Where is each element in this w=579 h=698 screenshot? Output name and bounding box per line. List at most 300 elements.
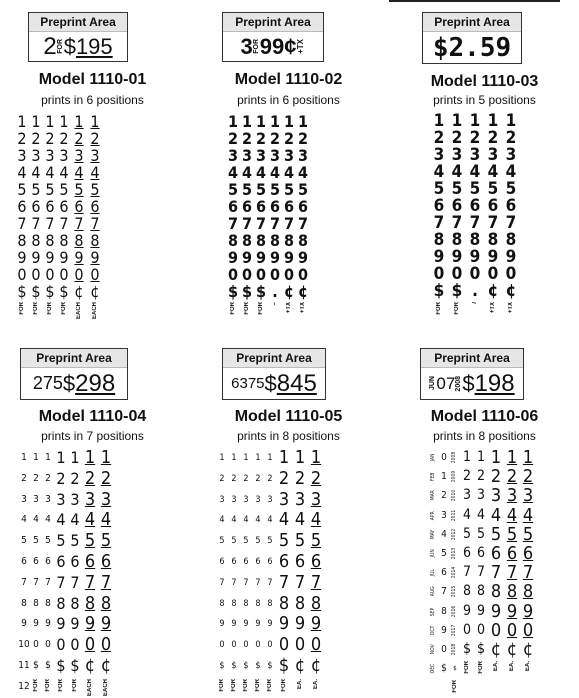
- band-character: 1: [522, 447, 534, 468]
- band-character: 3: [31, 146, 41, 165]
- preprint-area-label: Preprint Area: [223, 13, 323, 32]
- model-card-1110-05: [196, 345, 381, 692]
- print-bands: [430, 113, 520, 315]
- band-character: 5: [255, 536, 261, 547]
- band-character: 5: [84, 530, 96, 552]
- band-character: ¢: [522, 638, 534, 660]
- band-character: 1: [278, 447, 290, 468]
- band-character: 4: [522, 504, 534, 526]
- band-character: 7: [227, 214, 238, 233]
- band-character: 2: [441, 490, 447, 502]
- band-character: 2012: [451, 528, 458, 541]
- band-character: 7: [219, 577, 225, 588]
- band-character: 4: [310, 509, 322, 531]
- band-character: 7: [70, 572, 80, 592]
- band-character: 6: [84, 550, 96, 572]
- band-character: 9: [476, 602, 485, 619]
- band-character: 9: [33, 618, 39, 630]
- band-character: 9: [310, 613, 322, 635]
- band-character: 3: [476, 487, 485, 504]
- band-character: 6: [451, 196, 463, 216]
- band-character: 9: [243, 619, 249, 630]
- print-bands: [430, 448, 536, 693]
- model-card-1110-06: [392, 345, 577, 693]
- model-positions: prints in 5 positions: [433, 93, 536, 107]
- band-character: 6: [433, 196, 445, 216]
- band-character: 9: [469, 247, 481, 267]
- band-character: 1: [267, 453, 273, 463]
- band-character: 0: [255, 640, 261, 651]
- print-band-column: [68, 448, 82, 698]
- preprint-area-box: [28, 12, 128, 62]
- band-character: 0: [17, 265, 27, 284]
- band-character: 4: [469, 162, 481, 182]
- band-character: $: [451, 281, 463, 301]
- band-character: 1: [74, 112, 84, 131]
- band-character: 0: [476, 621, 485, 638]
- print-band-column: [308, 448, 324, 691]
- model-title: Model 1110-01: [38, 71, 147, 88]
- band-character: 1: [227, 112, 238, 131]
- band-character: 4: [241, 163, 252, 182]
- band-character: 4: [56, 510, 66, 530]
- band-character: 3: [451, 145, 463, 165]
- print-band-column: [18, 448, 30, 698]
- band-character: 8: [241, 231, 252, 250]
- band-label: EA.: [313, 678, 319, 689]
- band-character: 5: [90, 180, 100, 199]
- band-character: 3: [21, 493, 27, 505]
- band-character: 5: [59, 180, 69, 199]
- band-character: 8: [487, 230, 499, 250]
- band-character: $: [433, 281, 445, 301]
- band-character: 2: [462, 468, 471, 485]
- band-character: 4: [33, 514, 39, 526]
- band-character: 8: [441, 605, 447, 617]
- model-card-1110-04: [0, 345, 185, 696]
- band-character: 9: [227, 248, 238, 267]
- band-character: 0: [70, 635, 80, 655]
- preprint-area-label: Preprint Area: [421, 349, 523, 368]
- band-character: 3: [297, 146, 308, 165]
- band-character: 2: [506, 466, 518, 488]
- band-character: 3: [74, 146, 84, 165]
- band-character: 7: [17, 214, 27, 233]
- band-character: 2: [21, 472, 27, 484]
- band-character: 6: [267, 556, 273, 567]
- band-character: 3: [278, 488, 290, 510]
- band-character: 7: [505, 213, 517, 233]
- band-character: 6: [227, 197, 238, 216]
- band-character: 7: [243, 577, 249, 588]
- print-band-column: [282, 113, 296, 315]
- band-character: 7: [490, 562, 502, 584]
- band-character: 9: [45, 618, 51, 630]
- band-character: 1: [243, 453, 249, 463]
- band-character: 2: [74, 129, 84, 148]
- band-character: 4: [255, 163, 266, 182]
- band-character: 2: [231, 473, 237, 484]
- band-character: 9: [283, 248, 294, 267]
- band-character: .: [272, 282, 278, 301]
- band-character: 2: [70, 468, 80, 488]
- band-character: 1: [45, 452, 51, 463]
- band-character: 8: [267, 598, 273, 609]
- band-character: $: [70, 655, 80, 675]
- band-character: 0: [59, 265, 69, 284]
- band-character: 3: [100, 488, 112, 510]
- band-character: 8: [17, 231, 27, 250]
- band-character: 6: [31, 197, 41, 216]
- band-character: JUN: [430, 549, 437, 558]
- preprint-sample: JUN 07 2008 $ 198: [429, 369, 515, 397]
- band-character: 9: [59, 248, 69, 267]
- band-character: 2: [487, 128, 499, 148]
- band-character: 4: [267, 515, 273, 526]
- band-character: 2: [283, 129, 294, 148]
- band-character: 5: [74, 180, 84, 199]
- band-character: 0: [490, 619, 502, 641]
- band-character: 4: [441, 528, 447, 540]
- band-character: 4: [433, 162, 445, 182]
- band-character: 5: [231, 536, 237, 547]
- band-character: 4: [45, 514, 51, 526]
- band-character: 9: [90, 248, 100, 267]
- band-character: 4: [219, 515, 225, 526]
- band-character: 8: [255, 598, 261, 609]
- band-character: 6: [17, 197, 27, 216]
- band-label: FOR: [58, 678, 64, 692]
- band-character: 2010: [451, 490, 458, 502]
- band-character: 4: [487, 162, 499, 182]
- band-character: 6: [231, 556, 237, 567]
- band-character: 0: [227, 265, 238, 284]
- preprint-area-label: Preprint Area: [223, 349, 325, 368]
- band-character: 8: [469, 230, 481, 250]
- band-character: 0: [283, 265, 294, 284]
- band-character: $: [453, 665, 457, 673]
- band-character: 7: [462, 564, 471, 581]
- band-label: +TX: [286, 302, 292, 314]
- band-character: 4: [84, 509, 96, 531]
- band-character: 3: [310, 488, 322, 510]
- band-label: FOR: [61, 302, 67, 315]
- band-character: $: [59, 282, 69, 301]
- band-character: 3: [283, 146, 294, 165]
- band-label: EA.: [525, 661, 531, 672]
- band-character: 3: [469, 145, 481, 165]
- band-character: 6: [441, 567, 447, 579]
- band-character: 2: [100, 467, 112, 489]
- band-character: $: [227, 282, 238, 301]
- band-character: 5: [70, 531, 80, 551]
- print-band-column: [264, 448, 276, 691]
- band-character: 6: [70, 551, 80, 571]
- band-character: 1: [84, 447, 96, 468]
- band-character: 9: [21, 618, 27, 630]
- print-band-column: [30, 448, 42, 698]
- band-character: 3: [45, 146, 55, 165]
- band-label: FOR: [45, 678, 51, 692]
- print-bands: [216, 448, 324, 691]
- band-character: 8: [231, 598, 237, 609]
- band-character: 8: [476, 583, 485, 600]
- band-character: 2: [469, 128, 481, 148]
- band-character: 8: [522, 581, 534, 603]
- band-character: 2017: [451, 624, 458, 637]
- print-band-column: [296, 113, 310, 315]
- band-character: 6: [462, 544, 471, 561]
- band-character: 3: [243, 494, 249, 505]
- band-character: 2: [33, 472, 39, 484]
- band-character: 0: [219, 640, 225, 651]
- band-character: 6: [490, 542, 502, 564]
- band-character: 0: [90, 265, 100, 284]
- band-character: 7: [469, 213, 481, 233]
- band-character: 4: [269, 163, 280, 182]
- band-character: 6: [506, 542, 518, 564]
- band-character: ¢: [294, 654, 306, 676]
- band-character: 2: [297, 129, 308, 148]
- band-character: 5: [100, 530, 112, 552]
- band-character: 0: [469, 264, 481, 284]
- band-character: 1: [33, 452, 39, 463]
- band-character: 6: [487, 196, 499, 216]
- band-character: 9: [278, 613, 290, 635]
- band-character: 1: [476, 449, 485, 465]
- band-character: 4: [74, 163, 84, 182]
- band-character: 0: [84, 634, 96, 656]
- band-character: 1: [441, 471, 447, 483]
- band-character: 6: [74, 197, 84, 216]
- band-label: EACH: [92, 302, 98, 320]
- band-character: $: [441, 663, 447, 675]
- band-character: 7: [74, 214, 84, 233]
- band-character: 0: [487, 264, 499, 284]
- band-character: 8: [505, 230, 517, 250]
- band-character: 5: [294, 530, 306, 552]
- band-character: 9: [74, 248, 84, 267]
- band-character: 7: [294, 571, 306, 593]
- band-character: 7: [506, 562, 518, 584]
- band-character: 3: [441, 509, 447, 521]
- print-band-column: [82, 448, 98, 698]
- preprint-area-label: Preprint Area: [29, 13, 127, 32]
- band-character: 0: [505, 264, 517, 284]
- band-character: 2: [17, 129, 27, 148]
- band-character: 7: [278, 571, 290, 593]
- print-band-column: [502, 113, 520, 315]
- band-character: 8: [21, 597, 27, 609]
- band-character: 0: [462, 621, 471, 638]
- band-character: $: [241, 282, 252, 301]
- model-title: Model 1110-02: [234, 71, 343, 88]
- band-character: 3: [294, 488, 306, 510]
- print-band-column: [15, 113, 29, 319]
- band-character: 8: [227, 231, 238, 250]
- print-band-column: [474, 448, 488, 693]
- band-character: 6: [278, 550, 290, 572]
- band-character: 6: [283, 197, 294, 216]
- print-band-column: [98, 448, 114, 698]
- band-character: 4: [17, 163, 27, 182]
- print-band-column: [57, 113, 71, 319]
- print-band-column: [240, 113, 254, 315]
- band-character: $: [31, 282, 41, 301]
- print-band-column: [216, 448, 228, 691]
- band-character: $: [462, 640, 471, 657]
- band-character: 9: [269, 248, 280, 267]
- band-character: 8: [219, 598, 225, 609]
- band-character: 0: [231, 640, 237, 651]
- band-character: 5: [21, 535, 27, 547]
- band-character: 8: [278, 592, 290, 614]
- band-character: 1: [294, 447, 306, 468]
- band-character: 2: [243, 473, 249, 484]
- band-character: 8: [56, 593, 66, 613]
- band-character: 9: [45, 248, 55, 267]
- band-character: 5: [227, 180, 238, 199]
- band-character: 5: [469, 179, 481, 199]
- band-character: 2: [241, 129, 252, 148]
- band-label: FOR: [33, 302, 39, 315]
- band-character: 7: [90, 214, 100, 233]
- preprint-area-label: Preprint Area: [423, 13, 521, 32]
- band-character: 9: [522, 600, 534, 622]
- band-character: 0: [294, 634, 306, 656]
- band-character: 1: [255, 112, 266, 131]
- band-character: 8: [70, 593, 80, 613]
- band-character: 5: [241, 180, 252, 199]
- band-character: 0: [522, 619, 534, 641]
- band-character: 0: [451, 264, 463, 284]
- band-character: 0: [269, 265, 280, 284]
- band-label: FOR: [230, 302, 236, 315]
- band-character: 4: [21, 514, 27, 526]
- band-character: 12: [18, 680, 30, 692]
- band-character: ¢: [487, 281, 499, 301]
- band-character: 2: [84, 467, 96, 489]
- band-character: 9: [462, 602, 471, 619]
- band-character: 1: [283, 112, 294, 131]
- band-character: 4: [90, 163, 100, 182]
- band-character: 8: [33, 597, 39, 609]
- band-character: 6: [241, 197, 252, 216]
- band-character: 3: [269, 146, 280, 165]
- band-character: 7: [476, 564, 485, 581]
- band-character: ¢: [90, 282, 100, 301]
- band-character: 4: [283, 163, 294, 182]
- band-character: 1: [56, 448, 66, 467]
- band-character: 7: [241, 214, 252, 233]
- band-character: 7: [31, 214, 41, 233]
- band-character: 7: [297, 214, 308, 233]
- band-character: 2008: [451, 451, 458, 464]
- band-character: 8: [31, 231, 41, 250]
- band-character: 2013: [451, 547, 458, 560]
- print-band-column: [87, 113, 103, 319]
- band-character: 4: [462, 506, 471, 523]
- band-character: 1: [59, 112, 69, 131]
- model-card-1110-02: [196, 0, 381, 330]
- print-band-column: [71, 113, 87, 319]
- band-character: 7: [310, 571, 322, 593]
- band-character: 1: [255, 453, 261, 463]
- preprint-area-box: [222, 12, 324, 62]
- band-label: FOR: [454, 302, 460, 315]
- band-character: 5: [487, 179, 499, 199]
- band-character: 6: [56, 551, 66, 571]
- print-band-column: [54, 448, 68, 698]
- band-label: FOR: [478, 661, 484, 674]
- band-character: AUG: [430, 586, 437, 597]
- band-character: 5: [297, 180, 308, 199]
- band-character: 2: [45, 129, 55, 148]
- band-label: +TX: [490, 302, 496, 314]
- band-character: 0: [433, 264, 445, 284]
- band-character: 2: [278, 467, 290, 489]
- band-character: 3: [255, 494, 261, 505]
- band-character: 8: [255, 231, 266, 250]
- band-character: 4: [505, 162, 517, 182]
- band-character: ¢: [84, 654, 96, 676]
- band-character: 2: [505, 128, 517, 148]
- print-band-column: [450, 448, 460, 693]
- band-character: JAN: [430, 453, 437, 462]
- band-character: 8: [74, 231, 84, 250]
- band-character: 9: [231, 619, 237, 630]
- band-label: FOR: [267, 678, 273, 692]
- band-label: FOR: [281, 678, 287, 692]
- band-character: 4: [451, 162, 463, 182]
- band-character: 5: [506, 523, 518, 545]
- band-character: 3: [59, 146, 69, 165]
- band-character: 3: [84, 488, 96, 510]
- band-label: EA.: [297, 678, 303, 689]
- band-character: 9: [255, 619, 261, 630]
- band-character: 2009: [451, 471, 458, 483]
- band-character: 0: [56, 635, 66, 655]
- band-character: 8: [451, 230, 463, 250]
- band-character: 7: [255, 577, 261, 588]
- band-character: 0: [243, 640, 249, 651]
- band-character: 0: [74, 265, 84, 284]
- band-character: 9: [17, 248, 27, 267]
- band-character: SEP: [430, 606, 437, 616]
- band-character: 2015: [451, 586, 458, 598]
- band-character: 9: [441, 624, 447, 636]
- band-character: 8: [243, 598, 249, 609]
- band-character: 11: [18, 659, 30, 671]
- band-character: 8: [45, 597, 51, 609]
- band-character: 5: [441, 547, 447, 559]
- band-character: 5: [269, 180, 280, 199]
- band-character: 7: [45, 214, 55, 233]
- band-character: 3: [241, 146, 252, 165]
- band-label: EA.: [493, 661, 499, 672]
- print-band-column: [292, 448, 308, 691]
- band-character: 4: [31, 163, 41, 182]
- band-character: 9: [84, 613, 96, 635]
- model-positions: prints in 8 positions: [237, 429, 340, 443]
- band-character: 4: [227, 163, 238, 182]
- band-character: 1: [100, 447, 112, 468]
- model-card-1110-01: [0, 0, 185, 330]
- print-band-column: [276, 448, 292, 691]
- band-character: 8: [294, 592, 306, 614]
- band-character: 1: [231, 453, 237, 463]
- band-character: 8: [100, 592, 112, 614]
